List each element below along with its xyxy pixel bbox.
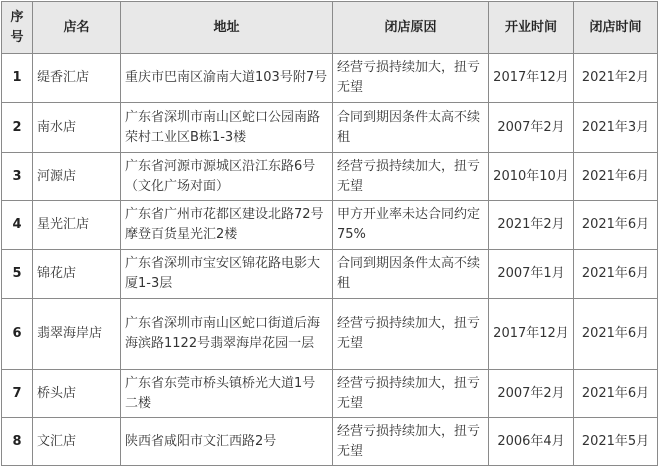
- open-date-cell: 2007年1月: [489, 250, 574, 299]
- address-cell: 广东省广州市花都区建设北路72号摩登百货星光汇2楼: [121, 201, 333, 250]
- table-row: [2, 103, 658, 153]
- seq-cell: 3: [2, 153, 33, 201]
- open-date-cell: 2017年12月: [489, 299, 574, 370]
- table-row: [2, 418, 658, 466]
- close-date-cell: 2021年6月: [574, 250, 658, 299]
- store-name-cell: 缇香汇店: [33, 54, 121, 103]
- store-closure-table: [1, 1, 658, 466]
- close-date-cell: 2021年5月: [574, 418, 658, 466]
- reason-cell: 合同到期因条件太高不续租: [333, 250, 489, 299]
- address-cell: 广东省深圳市南山区蛇口街道后海海滨路1122号翡翠海岸花园一层: [121, 299, 333, 370]
- store-name-cell: 翡翠海岸店: [33, 299, 121, 370]
- header-open-date: 开业时间: [489, 2, 574, 54]
- address-cell: 重庆市巴南区渝南大道103号附7号: [121, 54, 333, 103]
- table-row: [2, 153, 658, 201]
- seq-cell: 5: [2, 250, 33, 299]
- reason-cell: 经营亏损持续加大，扭亏无望: [333, 54, 489, 103]
- table-header-row: [2, 2, 658, 54]
- open-date-cell: 2021年2月: [489, 201, 574, 250]
- address-cell: 广东省河源市源城区沿江东路6号（文化广场对面）: [121, 153, 333, 201]
- table-row: [2, 54, 658, 103]
- store-name-cell: 锦花店: [33, 250, 121, 299]
- reason-cell: 经营亏损持续加大，扭亏无望: [333, 370, 489, 418]
- close-date-cell: 2021年6月: [574, 299, 658, 370]
- table-row: [2, 250, 658, 299]
- seq-cell: 8: [2, 418, 33, 466]
- address-cell: 广东省深圳市南山区蛇口公园南路荣村工业区B栋1-3楼: [121, 103, 333, 153]
- reason-cell: 经营亏损持续加大，扭亏无望: [333, 418, 489, 466]
- open-date-cell: 2010年10月: [489, 153, 574, 201]
- close-date-cell: 2021年3月: [574, 103, 658, 153]
- seq-cell: 6: [2, 299, 33, 370]
- close-date-cell: 2021年2月: [574, 54, 658, 103]
- store-name-cell: 河源店: [33, 153, 121, 201]
- close-date-cell: 2021年6月: [574, 201, 658, 250]
- open-date-cell: 2007年2月: [489, 370, 574, 418]
- table-row: [2, 201, 658, 250]
- close-date-cell: 2021年6月: [574, 370, 658, 418]
- address-cell: 广东省深圳市宝安区锦花路电影大厦1-3层: [121, 250, 333, 299]
- reason-cell: 经营亏损持续加大，扭亏无望: [333, 153, 489, 201]
- header-reason: 闭店原因: [333, 2, 489, 54]
- header-close-date: 闭店时间: [574, 2, 658, 54]
- address-cell: 陕西省咸阳市文汇西路2号: [121, 418, 333, 466]
- header-address: 地址: [121, 2, 333, 54]
- open-date-cell: 2006年4月: [489, 418, 574, 466]
- seq-cell: 1: [2, 54, 33, 103]
- store-name-cell: 南水店: [33, 103, 121, 153]
- open-date-cell: 2017年12月: [489, 54, 574, 103]
- address-cell: 广东省东莞市桥头镇桥光大道1号二楼: [121, 370, 333, 418]
- table-row: [2, 299, 658, 370]
- seq-cell: 4: [2, 201, 33, 250]
- header-seq: 序号: [2, 2, 33, 54]
- store-name-cell: 桥头店: [33, 370, 121, 418]
- store-name-cell: 文汇店: [33, 418, 121, 466]
- reason-cell: 经营亏损持续加大，扭亏无望: [333, 299, 489, 370]
- store-name-cell: 星光汇店: [33, 201, 121, 250]
- close-date-cell: 2021年6月: [574, 153, 658, 201]
- seq-cell: 7: [2, 370, 33, 418]
- table-row: [2, 370, 658, 418]
- header-name: 店名: [33, 2, 121, 54]
- reason-cell: 合同到期因条件太高不续租: [333, 103, 489, 153]
- reason-cell: 甲方开业率未达合同约定75%: [333, 201, 489, 250]
- seq-cell: 2: [2, 103, 33, 153]
- open-date-cell: 2007年2月: [489, 103, 574, 153]
